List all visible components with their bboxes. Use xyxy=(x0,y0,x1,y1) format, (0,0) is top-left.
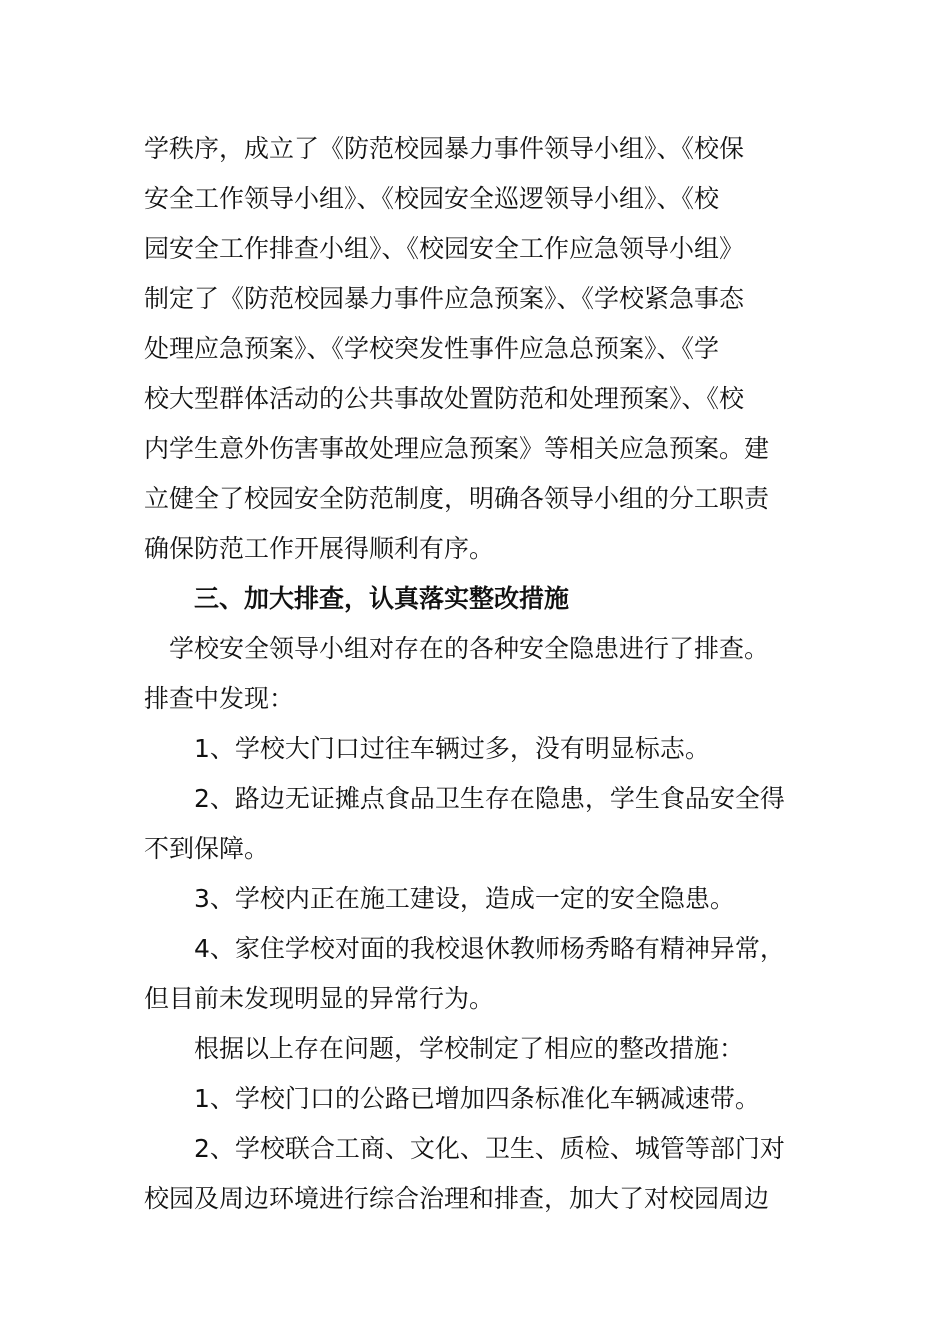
text-line: 但目前未发现明显的异常行为。 xyxy=(144,984,495,1013)
text-line: 学秩序，成立了《防范校园暴力事件领导小组》、《校保 xyxy=(144,134,745,163)
text-line: 学校安全领导小组对存在的各种安全隐患进行了排查。 xyxy=(169,634,770,663)
text-line: 立健全了校园安全防范制度，明确各领导小组的分工职责 xyxy=(144,484,770,513)
text-line: 校园及周边环境进行综合治理和排查，加大了对校园周边 xyxy=(144,1184,770,1213)
text-line: 确保防范工作开展得顺利有序。 xyxy=(144,534,495,563)
section-heading: 三、加大排查，认真落实整改措施 xyxy=(194,584,570,613)
list-item: 4、家住学校对面的我校退休教师杨秀略有精神异常， xyxy=(194,934,785,963)
list-item: 1、学校门口的公路已增加四条标准化车辆减速带。 xyxy=(194,1084,760,1113)
text-line: 处理应急预案》、《学校突发性事件应急总预案》、《学 xyxy=(144,334,720,363)
text-line: 制定了《防范校园暴力事件应急预案》、《学校紧急事态 xyxy=(144,284,745,313)
text-line: 排查中发现： xyxy=(144,684,295,713)
list-item: 2、路边无证摊点食品卫生存在隐患，学生食品安全得 xyxy=(194,784,785,813)
text-line: 园安全工作排查小组》、《校园安全工作应急领导小组》 xyxy=(144,234,745,263)
text-line: 根据以上存在问题，学校制定了相应的整改措施： xyxy=(194,1034,745,1063)
list-item: 1、学校大门口过往车辆过多，没有明显标志。 xyxy=(194,734,710,763)
text-line: 不到保障。 xyxy=(144,834,270,863)
document-body xyxy=(144,124,808,1224)
list-item: 3、学校内正在施工建设，造成一定的安全隐患。 xyxy=(194,884,735,913)
text-line: 内学生意外伤害事故处理应急预案》等相关应急预案。建 xyxy=(144,434,770,463)
list-item: 2、学校联合工商、文化、卫生、质检、城管等部门对 xyxy=(194,1134,785,1163)
text-line: 校大型群体活动的公共事故处置防范和处理预案》、《校 xyxy=(144,384,745,413)
text-line: 安全工作领导小组》、《校园安全巡逻领导小组》、《校 xyxy=(144,184,720,213)
